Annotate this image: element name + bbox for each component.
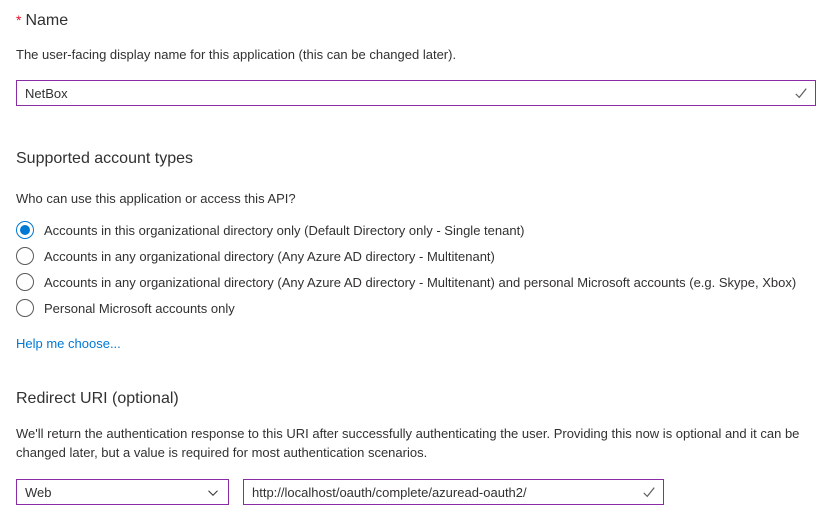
radio-option-multitenant[interactable] xyxy=(16,243,816,269)
redirect-uri-heading: Redirect URI (optional) xyxy=(16,390,179,407)
radio-option-multitenant-personal[interactable] xyxy=(16,269,816,295)
redirect-uri-row xyxy=(16,479,816,505)
name-input-wrap xyxy=(16,80,816,106)
radio-button-icon[interactable] xyxy=(16,273,34,291)
name-heading-label: Name xyxy=(25,12,69,29)
radio-button-icon[interactable] xyxy=(16,247,34,265)
radio-option-label: Accounts in any organizational directory (Any Azure AD directory - Multitenant) xyxy=(44,248,495,264)
supported-account-types-section xyxy=(16,149,816,353)
radio-option-label: Personal Microsoft accounts only xyxy=(44,300,235,316)
redirect-uri-input-wrap xyxy=(243,479,664,505)
radio-option-personal-only[interactable] xyxy=(16,295,816,321)
radio-button-icon[interactable] xyxy=(16,299,34,317)
account-types-radio-group xyxy=(16,217,816,321)
account-types-heading: Supported account types xyxy=(16,150,194,167)
chevron-down-icon xyxy=(207,487,219,499)
redirect-uri-section xyxy=(16,389,816,505)
name-section xyxy=(16,10,816,106)
redirect-uri-description: We'll return the authentication response to this URI after successfully authenticating the user. Providing this now is optional and it can be changed later, but a value is required for most authentication scenarios. xyxy=(16,426,800,460)
radio-option-single-tenant[interactable] xyxy=(16,217,816,243)
redirect-uri-input[interactable] xyxy=(243,479,664,505)
radio-option-label: Accounts in any organizational directory (Any Azure AD directory - Multitenant) and personal Microsoft accounts (e.g. Skype, Xbox) xyxy=(44,274,797,290)
radio-button-icon[interactable] xyxy=(16,221,34,239)
platform-select-value: Web xyxy=(25,484,52,500)
name-section-heading xyxy=(16,10,816,31)
platform-select[interactable] xyxy=(16,479,229,505)
radio-option-label: Accounts in this organizational directory only (Default Directory only - Single tenant) xyxy=(44,222,525,238)
required-asterisk: * xyxy=(16,12,22,28)
name-description: The user-facing display name for this application (this can be changed later). xyxy=(16,47,457,62)
help-me-choose-link[interactable]: Help me choose... xyxy=(16,336,121,351)
name-input[interactable] xyxy=(16,80,816,106)
account-types-question: Who can use this application or access this API? xyxy=(16,191,296,206)
